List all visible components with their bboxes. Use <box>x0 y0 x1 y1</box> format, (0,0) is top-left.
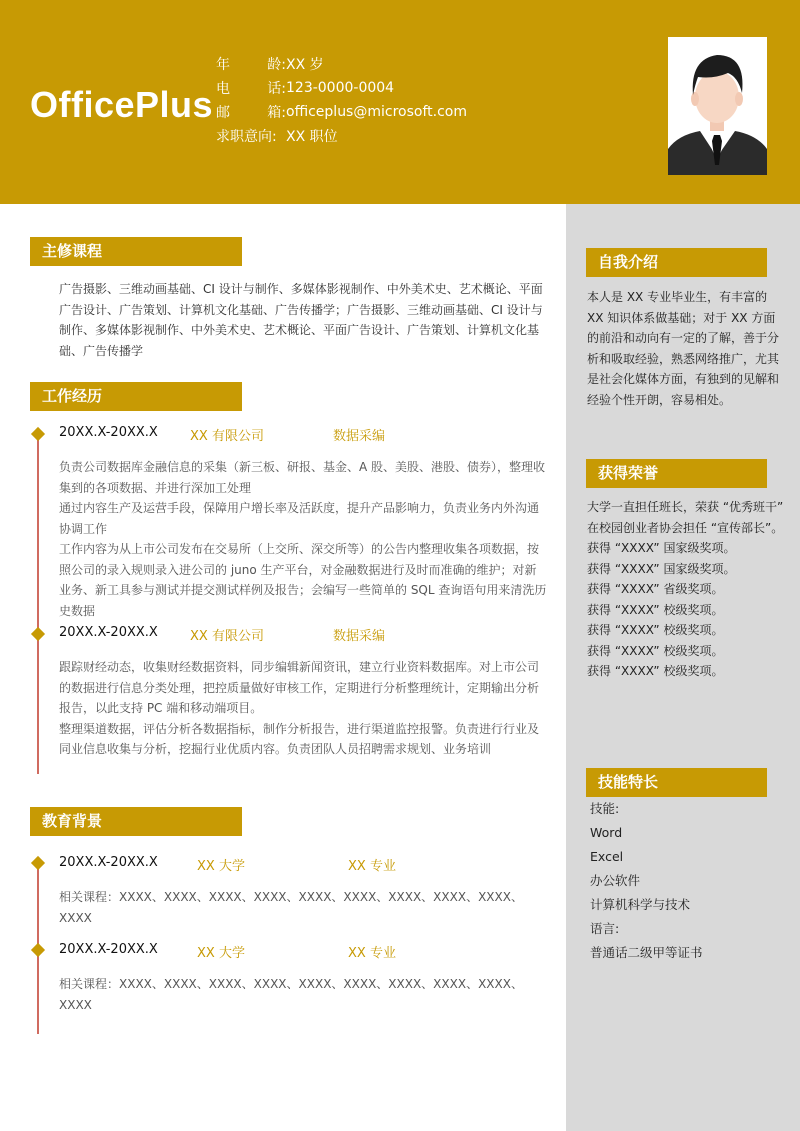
work-line: 负责公司数据库金融信息的采集（新三板、研报、基金、A 股、美股、港股、债券），整理收集到的各项数据、并进行深加工处理 <box>59 460 546 495</box>
work-description <box>59 457 547 621</box>
info-value-email[interactable]: officeplus@microsoft.com <box>286 104 467 120</box>
diamond-bullet-icon <box>31 943 45 957</box>
work-role: 数据采编 <box>333 429 386 444</box>
skill-item: Excel <box>590 849 624 864</box>
work-entry-header <box>59 625 385 644</box>
edu-courses: 相关课程：XXXX、XXXX、XXXX、XXXX、XXXX、XXXX、XXXX、XXXX、XXXX、XXXX <box>59 890 523 925</box>
skill-item: 计算机科学与技术 <box>590 897 691 912</box>
avatar-portrait-icon <box>668 37 767 175</box>
work-line: 工作内容为从上市公司发布在交易所（上交所、深交所等）的公告内整理收集各项数据，按照公司的录入规则录入进公司的 juno 生产平台，对金融数据进行及时而准确的维护；对新业务、新工具参与测试并提交测试样例及报告；会编写一些简单的 SQL 查询语句用来清洗历史数据 <box>59 542 547 618</box>
honors-heading: 获得荣誉 <box>586 459 767 488</box>
diamond-bullet-icon <box>31 627 45 641</box>
skill-item: 语言: <box>590 921 620 936</box>
info-row-age <box>216 52 467 76</box>
work-entry-header <box>59 425 385 444</box>
diamond-bullet-icon <box>31 427 45 441</box>
work-company: XX 有限公司 <box>190 429 264 444</box>
honor-item: 获得 “XXXX” 国家级奖项。 <box>587 541 736 555</box>
skill-item: 技能: <box>590 801 620 816</box>
info-label: 电 话: <box>216 81 286 97</box>
honor-item: 获得 “XXXX” 省级奖项。 <box>587 582 724 596</box>
info-row-email <box>216 100 467 124</box>
work-line: 整理渠道数据，评估分析各数据指标，制作分析报告，进行渠道监控报警。负责进行行业及同业信息收集与分析，挖掘行业优质内容。负责团队人员招聘需求规划、业务培训 <box>59 721 540 756</box>
work-date: 20XX.X-20XX.X <box>59 425 158 440</box>
work-timeline <box>37 436 39 774</box>
work-role: 数据采编 <box>333 629 386 644</box>
info-label: 年 龄: <box>216 57 286 73</box>
brand-name: OfficePlus <box>30 84 214 125</box>
work-line: 跟踪财经动态，收集财经数据资料，同步编辑新闻资讯，建立行业资料数据库。对上市公司的数据进行信息分类处理，把控质量做好审核工作，定期进行分析整理统计，定期输出分析报告，以此支持 PC 端和移动端项目。 <box>59 660 540 715</box>
skill-item: Word <box>590 825 623 840</box>
honor-item: 获得 “XXXX” 校级奖项。 <box>587 623 724 637</box>
honor-item: 获得 “XXXX” 校级奖项。 <box>587 643 724 658</box>
courses-heading: 主修课程 <box>30 237 242 266</box>
edu-major: XX 专业 <box>348 859 396 874</box>
info-label: 求职意向: <box>216 129 277 145</box>
skills-list <box>590 797 703 965</box>
work-line: 通过内容生产及运营手段，保障用户增长率及活跃度，提升产品影响力，负责业务内外沟通协调工作 <box>59 501 540 536</box>
edu-date: 20XX.X-20XX.X <box>59 942 158 957</box>
skill-item: 普通话二级甲等证书 <box>590 945 703 960</box>
info-row-phone <box>216 76 467 100</box>
skills-heading: 技能特长 <box>586 768 767 797</box>
work-date: 20XX.X-20XX.X <box>59 625 158 640</box>
info-label: 邮 箱: <box>216 105 286 121</box>
honor-item: 获得 “XXXX” 国家级奖项。 <box>587 561 736 576</box>
diamond-bullet-icon <box>31 856 45 870</box>
intro-text: 本人是 XX 专业毕业生，有丰富的 XX 知识体系做基础；对于 XX 方面的前沿和动向有一定的了解，善于分析和吸取经验，熟悉网络推广，尤其是社会化媒体方面，有独到的见解和经验个性开朗，容易相处。 <box>587 290 780 407</box>
info-value-age: XX 岁 <box>286 57 324 73</box>
skill-item: 办公软件 <box>590 873 641 888</box>
contact-info <box>216 52 467 148</box>
edu-entry-header <box>59 855 396 874</box>
intro-heading: 自我介绍 <box>586 248 767 277</box>
edu-school: XX 大学 <box>197 859 245 874</box>
edu-major: XX 专业 <box>348 946 396 961</box>
work-company: XX 有限公司 <box>190 629 264 644</box>
work-description <box>59 657 547 760</box>
edu-school: XX 大学 <box>197 946 245 961</box>
info-value-phone: 123-0000-0004 <box>286 80 395 96</box>
education-heading: 教育背景 <box>30 807 242 836</box>
honor-item: 大学一直担任班长，荣获 “优秀班干” 在校园创业者协会担任 “宣传部长”。 <box>587 500 784 535</box>
honor-item: 获得 “XXXX” 校级奖项。 <box>587 602 724 617</box>
edu-courses: 相关课程：XXXX、XXXX、XXXX、XXXX、XXXX、XXXX、XXXX、XXXX、XXXX、XXXX <box>59 977 523 1012</box>
edu-entry-header <box>59 942 396 961</box>
work-heading: 工作经历 <box>30 382 242 411</box>
edu-date: 20XX.X-20XX.X <box>59 855 158 870</box>
honor-item: 获得 “XXXX” 校级奖项。 <box>587 664 724 678</box>
courses-text: 广告摄影、三维动画基础、CI 设计与制作、多媒体影视制作、中外美术史、艺术概论、平面广告设计、广告策划、计算机文化基础、广告传播学；广告摄影、三维动画基础、CI 设计与制作、多媒体影视制作、中外美术史、艺术概论、平面广告设计、广告策划、计算机文化基础、广告传播学 <box>59 282 543 358</box>
info-value-objective: XX 职位 <box>286 129 338 145</box>
info-row-objective <box>216 124 467 148</box>
honors-list <box>587 497 792 682</box>
